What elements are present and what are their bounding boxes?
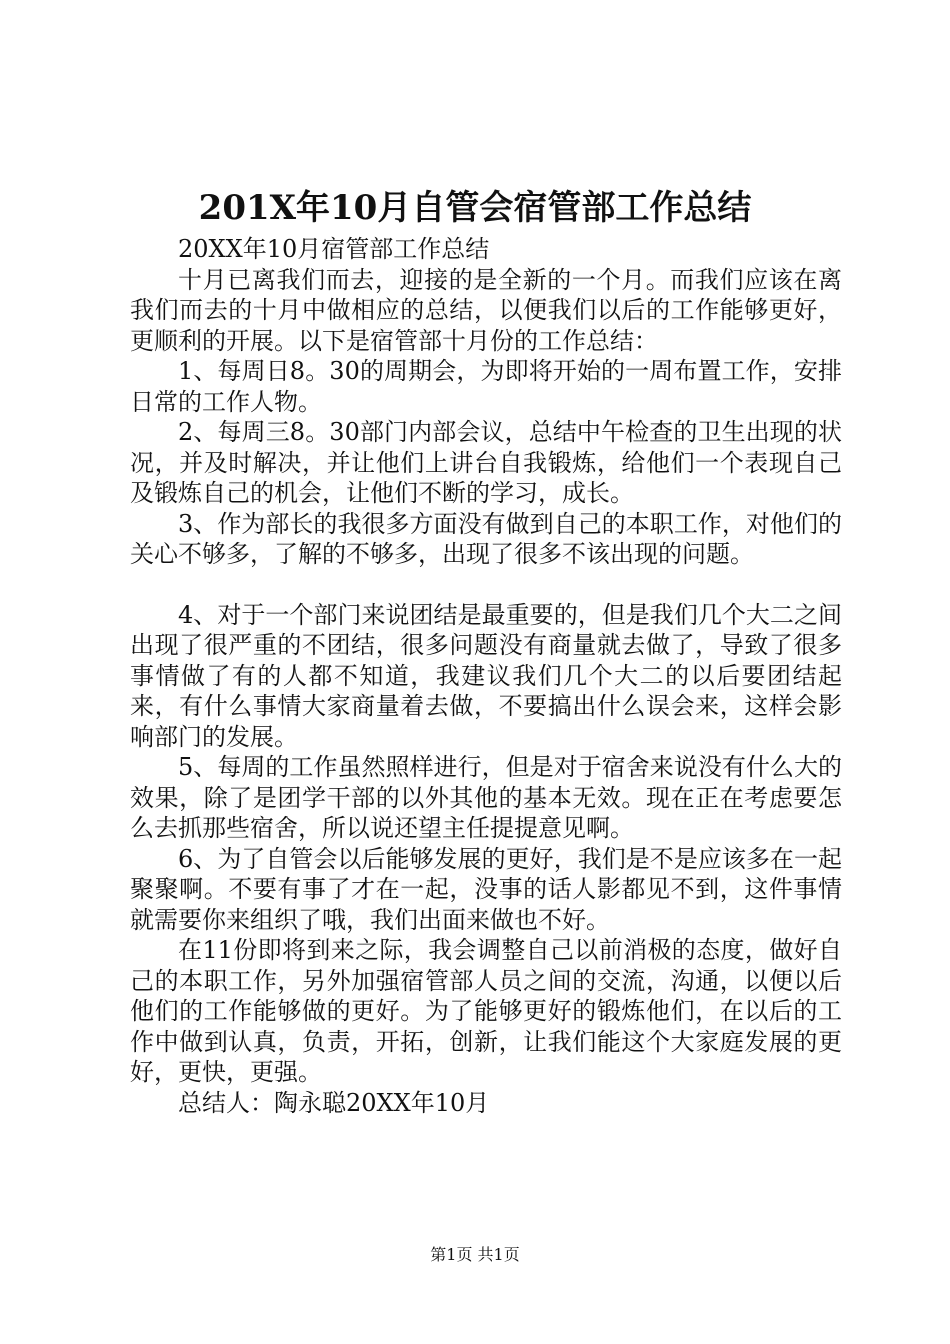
paragraph-item-6: 6、为了自管会以后能够发展的更好，我们是不是应该多在一起聚聚啊。不要有事了才在一起，没事的话人影都见不到，这件事情就需要你来组织了哦，我们出面来做也不好。: [130, 844, 842, 934]
paragraph-intro: 十月已离我们而去，迎接的是全新的一个月。而我们应该在离我们而去的十月中做相应的总结，以便我们以后的工作能够更好，更顺利的开展。以下是宿管部十月份的工作总结：: [130, 265, 842, 355]
paragraph-subtitle: 20XX年10月宿管部工作总结: [178, 235, 490, 263]
paragraph-outlook: 在11份即将到来之际，我会调整自己以前消极的态度，做好自己的本职工作，另外加强宿管部人员之间的交流，沟通，以便以后他们的工作能够做的更好。为了能够更好的锻炼他们，在以后的工作中做到认真，负责，开拓，创新，让我们能这个大家庭发展的更好，更快，更强。: [130, 936, 842, 1086]
paragraph-item-4: 4、对于一个部门来说团结是最重要的，但是我们几个大二之间出现了很严重的不团结，很多问题没有商量就去做了，导致了很多事情做了有的人都不知道，我建议我们几个大二的以后要团结起来，有什么事情大家商量着去做，不要搞出什么误会来，这样会影响部门的发展。: [130, 600, 842, 751]
document-title: 201X年10月自管会宿管部工作总结: [198, 188, 752, 228]
paragraph-signature: 总结人：陶永聪20XX年10月: [178, 1088, 490, 1117]
document-body: [130, 234, 842, 1118]
paragraph-item-2: 2、每周三8。30部门内部会议，总结中午检查的卫生出现的状况，并及时解决，并让他们上讲台自我锻炼，给他们一个表现自己及锻炼自己的机会，让他们不断的学习，成长。: [130, 418, 842, 507]
paragraph-item-3: 3、作为部长的我很多方面没有做到自己的本职工作，对他们的关心不够多，了解的不够多，出现了很多不该出现的问题。: [130, 509, 842, 568]
paragraph-item-5: 5、每周的工作虽然照样进行，但是对于宿舍来说没有什么大的效果，除了是团学干部的以外其他的基本无效。现在正在考虑要怎么去抓那些宿舍，所以说还望主任提提意见啊。: [130, 753, 842, 842]
page-footer: 第1页 共1页: [430, 1245, 520, 1264]
paragraph-item-1: 1、每周日8。30的周期会，为即将开始的一周布置工作，安排日常的工作人物。: [130, 357, 842, 416]
